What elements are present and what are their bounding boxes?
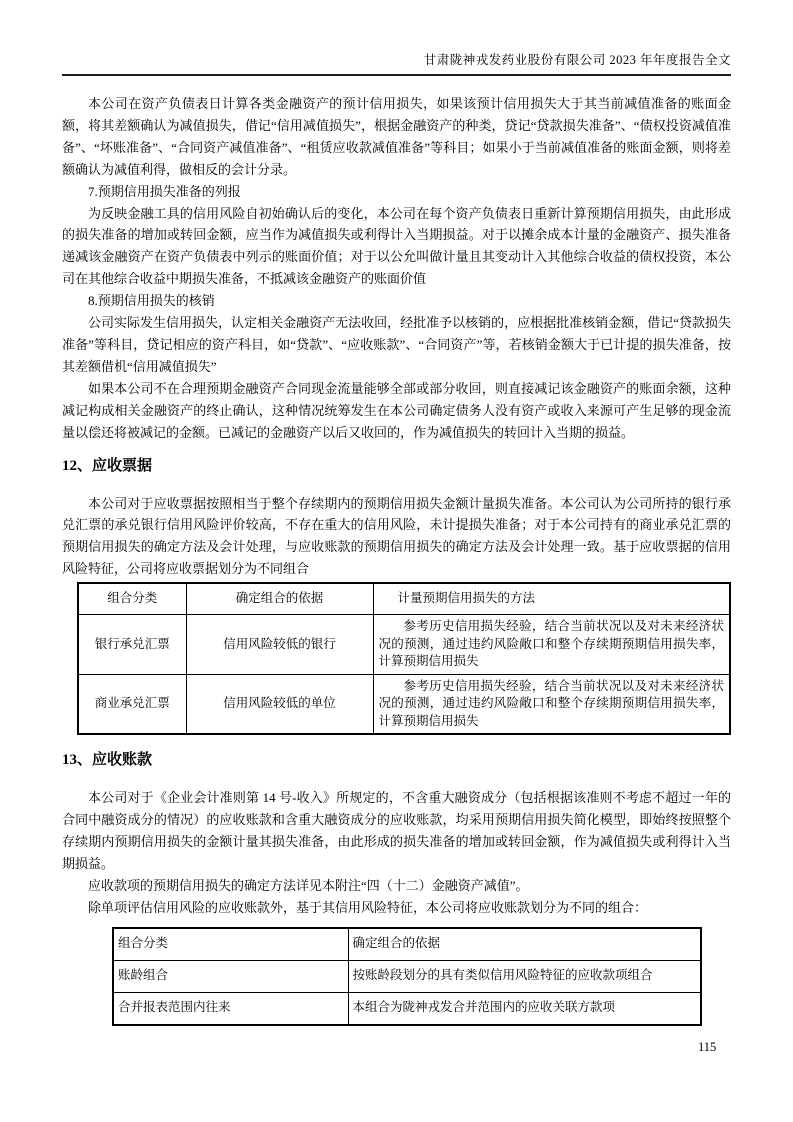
paragraph-ecl-presentation: 为反映金融工具的信用风险自初始确认后的变化，本公司在每个资产负债表日重新计算预期信用损失，由此形成的损失准备的增加或转回金额，应当作为减值损失或利得计入当期损益。对于以摊余成本计量的金融资产、损失准备递减该金融资产在资产负债表中列示的账面价值；对于以公允叫做计量且其变动计入其他综合收益的债权投资，本公司在其他综合收益中期损失准备，不抵减该金融资产的账面价值 [62, 205, 731, 287]
report-title: 甘肃陇神戎发药业股份有限公司 2023 年年度报告全文 [423, 53, 731, 67]
cell-portfolio: 商业承兑汇票 [78, 674, 186, 734]
cell-basis: 按账龄段划分的具有类似信用风险特征的应收款项组合 [348, 960, 701, 992]
paragraph-accounts-receivable-2: 应收款项的预期信用损失的确定方法详见本附注“四（十二）金融资产减值”。 [88, 877, 529, 893]
cell-basis: 信用风险较低的银行 [186, 615, 373, 675]
column-header-basis: 确定组合的依据 [348, 928, 701, 961]
page-content [62, 93, 731, 1026]
column-header-portfolio: 组合分类 [78, 583, 186, 615]
cell-basis: 信用风险较低的单位 [186, 674, 373, 734]
table-header-row [78, 583, 730, 615]
paragraph-ecl-writeoff-2: 如果本公司不在合理预期金融资产合同现金流量能够全部或部分收回，则直接减记该金融资产的账面余额，这种减记构成相关金融资产的终止确认，这种情况统筹发生在本公司确定债务人没有资产或收入来源可产生足够的现金流量以偿还将被减记的金额。已减记的金融资产以后又收回的，作为减值损失的转回计入当期的损益。 [62, 380, 731, 440]
paragraph-impairment-recognition: 本公司在资产负债表日计算各类金融资产的预计信用损失，如果该预计信用损失大于其当前减值准备的账面金额，将其差额确认为减值损失，借记“信用减值损失”，根据金融资产的种类，贷记“贷款损失准备”、“债权投资减值准备”、“坏账准备”、“合同资产减值准备”、“租赁应收款减值准备”等科目；如果小于当前减值准备的账面金额，则将差额确认为减值利得，做相反的会计分录。 [62, 96, 731, 177]
paragraph-accounts-receivable-3: 除单项评估信用风险的应收账款外，基于其信用风险特征，本公司将应收账款划分为不同的组合： [88, 899, 648, 915]
cell-method: 参考历史信用损失经验，结合当前状况以及对未来经济状况的预测，通过违约风险敞口和整个存续期预期信用损失率，计算预期信用损失 [373, 674, 730, 734]
accounts-receivable-portfolio-table [112, 927, 702, 1026]
table-row-aging-portfolio [113, 960, 701, 992]
section-13-heading: 13、应收账款 [62, 752, 153, 769]
paragraph-notes-receivable: 本公司对于应收票据按照相当于整个存续期内的预期信用损失金额计量损失准备。本公司认为公司所持的银行承兑汇票的承兑银行信用风险评价较高，不存在重大的信用风险，未计提损失准备；对于本公司持有的商业承兑汇票的预期信用损失的确定方法及会计处理，与应收账款的预期信用损失的确定方法及会计处理一致。基于应收票据的信用风险特征，公司将应收票据划分为不同组合 [62, 495, 731, 577]
table-header-row [113, 928, 701, 961]
table-row-intercompany [113, 992, 701, 1025]
paragraph-accounts-receivable-1: 本公司对于《企业会计准则第 14 号-收入》所规定的，不含重大融资成分（包括根据该准则不考虑不超过一年的合同中融资成分的情况）的应收账款和含重大融资成分的应收账款，均采用预期信用损失简化模型，即始终按照整个存续期内预期信用损失的金额计量其损失准备，由此形成的损失准备的增加或转回金额，作为减值损失或利得计入当期损益。 [62, 790, 731, 871]
table-row-bank-acceptance [78, 615, 730, 675]
cell-method: 参考历史信用损失经验，结合当前状况以及对未来经济状况的预测，通过违约风险敞口和整个存续期预期信用损失率，计算预期信用损失 [373, 615, 730, 675]
section-12-heading: 12、应收票据 [62, 457, 153, 474]
item-7-heading: 7.预期信用损失准备的列报 [88, 183, 241, 199]
page-number: 115 [698, 1040, 717, 1054]
cell-basis: 本组合为陇神戎发合并范围内的应收关联方款项 [348, 992, 701, 1025]
column-header-portfolio: 组合分类 [113, 928, 348, 961]
page-header [62, 50, 731, 76]
cell-portfolio: 账龄组合 [113, 960, 348, 992]
item-8-heading: 8.预期信用损失的核销 [88, 293, 215, 309]
column-header-method: 计量预期信用损失的方法 [373, 583, 730, 615]
cell-portfolio: 合并报表范围内往来 [113, 992, 348, 1025]
cell-portfolio: 银行承兑汇票 [78, 615, 186, 675]
paragraph-ecl-writeoff-1: 公司实际发生信用损失，认定相关金融资产无法收回，经批准予以核销的，应根据批准核销金额，借记“贷款损失准备”等科目，贷记相应的资产科目，如“贷款”、“应收账款”、“合同资产”等，若核销金额大于已计提的损失准备，按其差额借机“信用减值损失” [62, 315, 731, 374]
notes-receivable-portfolio-table [77, 582, 731, 735]
table-row-commercial-acceptance [78, 674, 730, 734]
column-header-basis: 确定组合的依据 [186, 583, 373, 615]
header-divider [62, 74, 731, 76]
